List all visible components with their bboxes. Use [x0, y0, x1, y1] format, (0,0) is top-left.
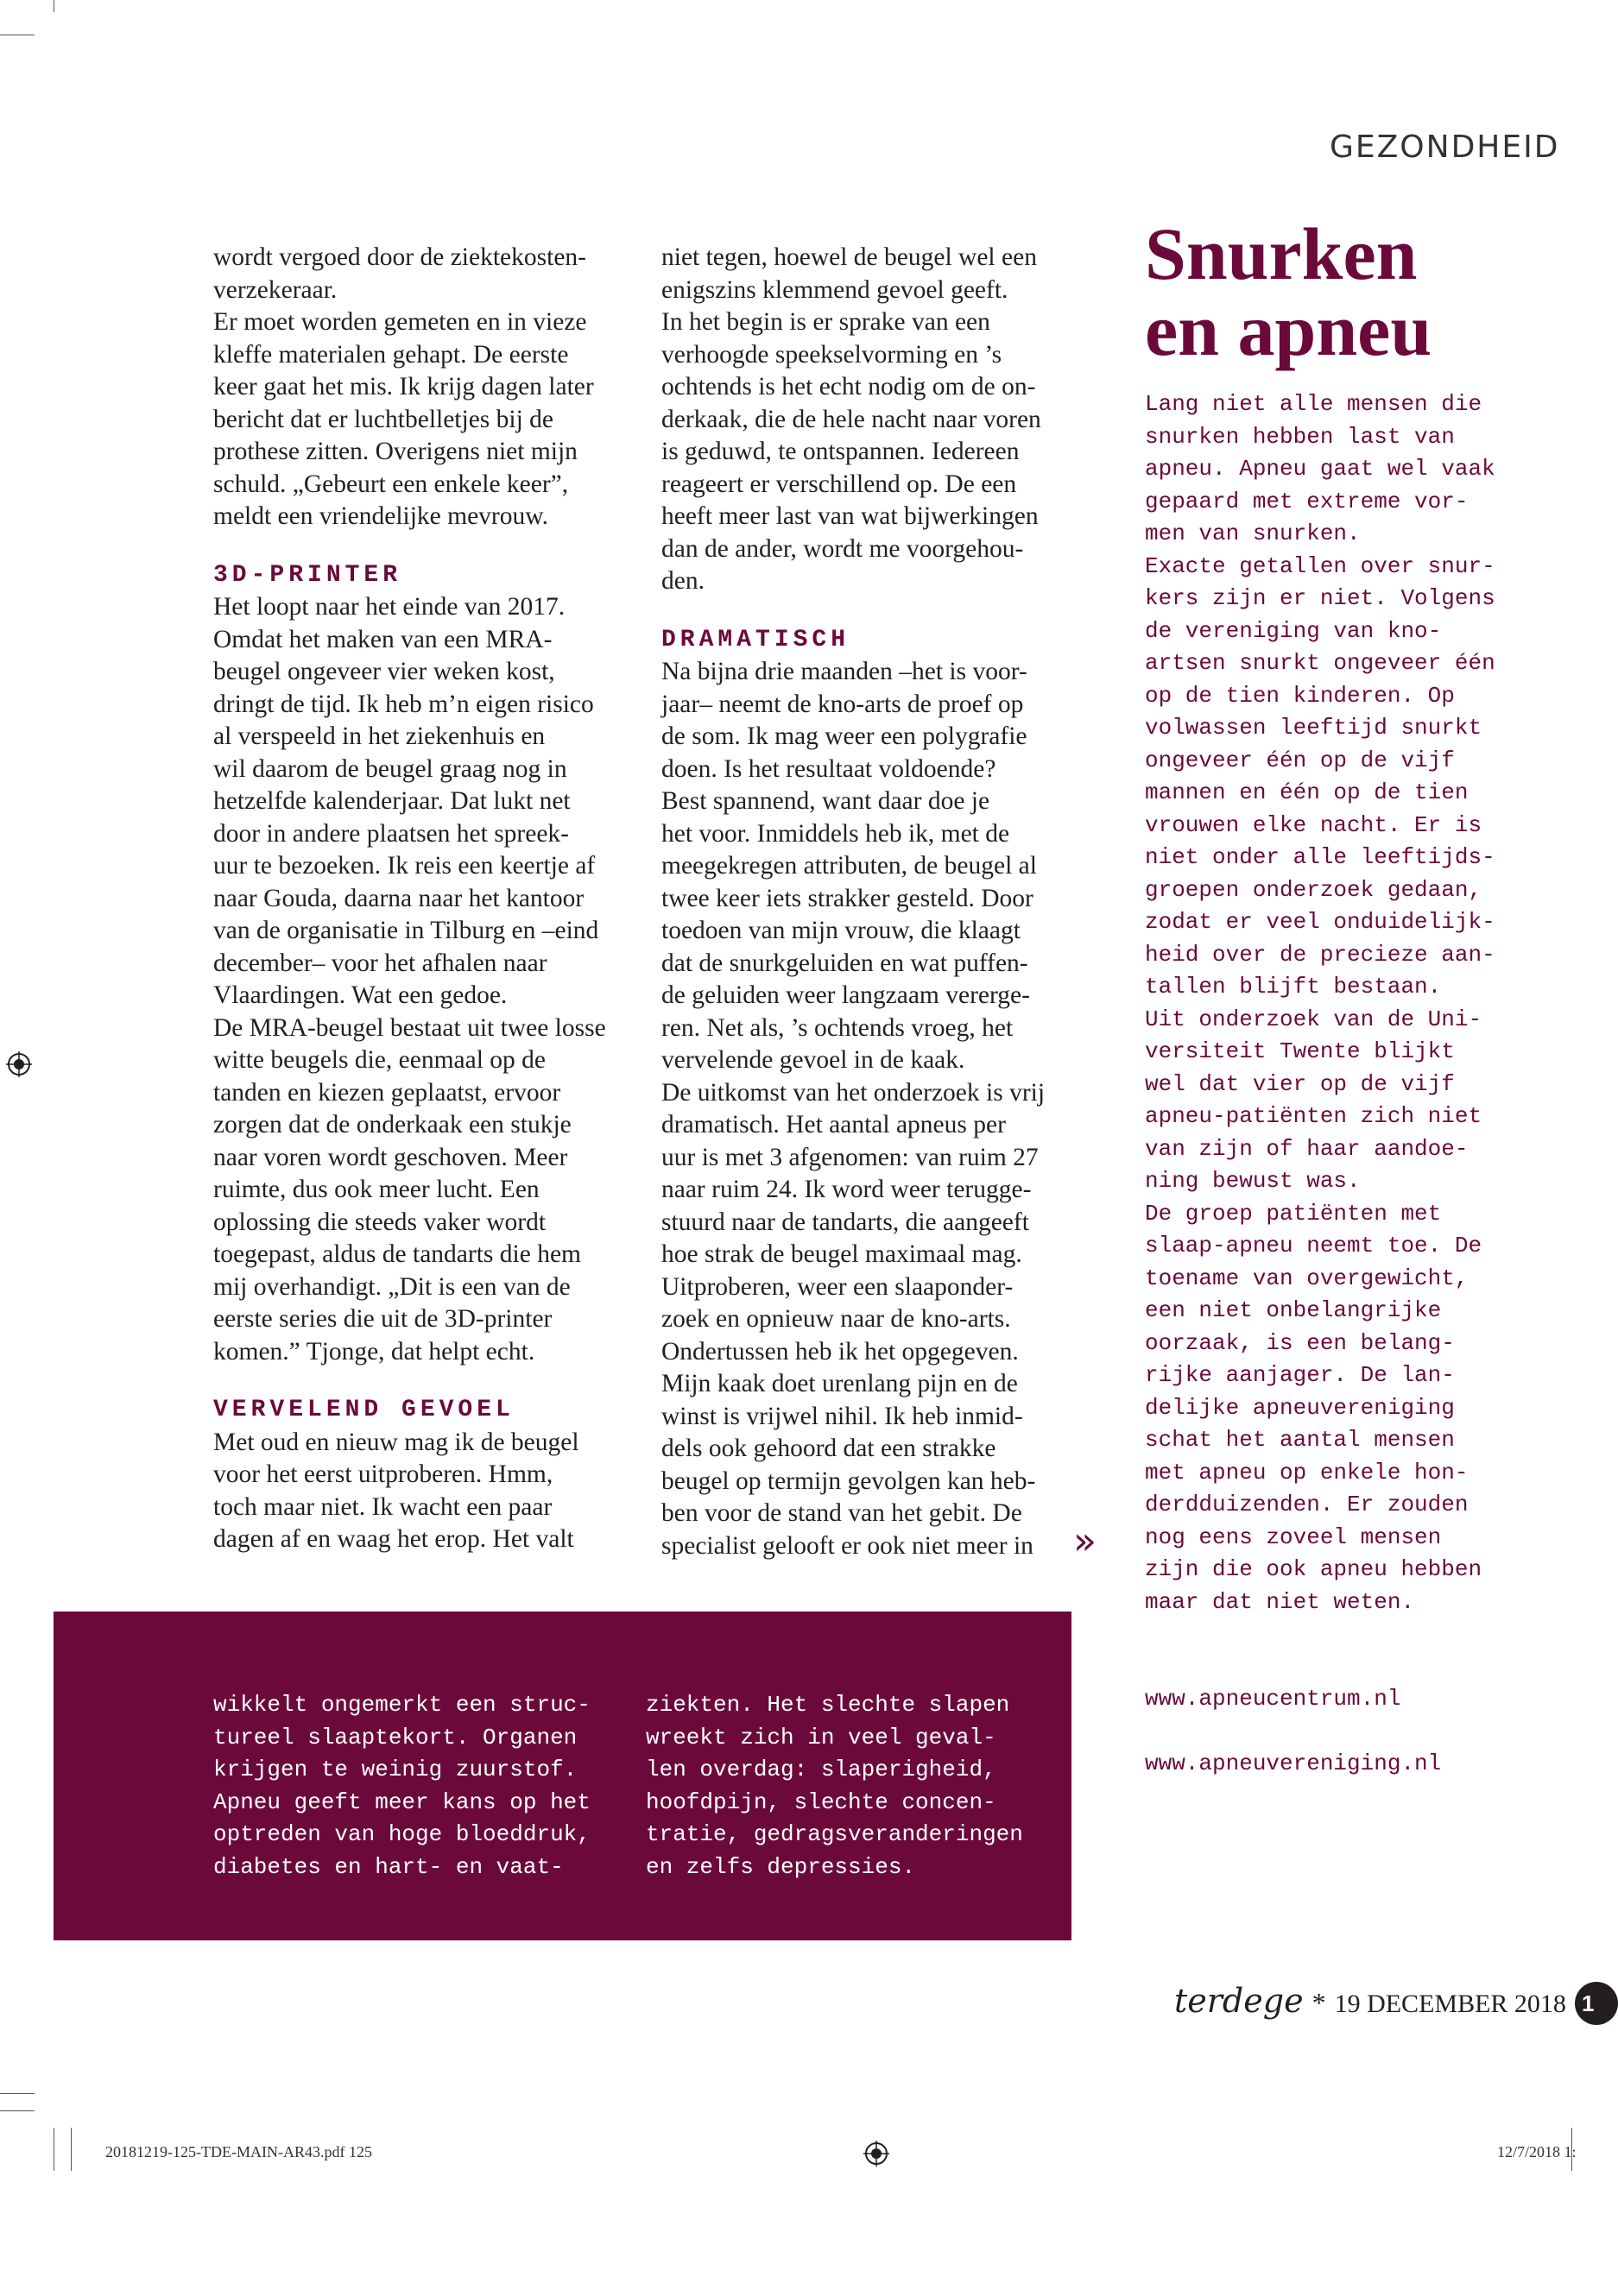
crop-mark — [0, 2093, 35, 2094]
crop-mark — [0, 2110, 35, 2111]
link-apneuvereniging[interactable]: www.apneuvereniging.nl — [1145, 1750, 1442, 1776]
issue-date: 19 DECEMBER 2018 — [1334, 1990, 1566, 2018]
crop-mark — [71, 2128, 72, 2171]
brand-logo: terdege — [1174, 1982, 1304, 2020]
print-slug-file: 20181219-125-TDE-MAIN-AR43.pdf 125 — [105, 2143, 372, 2160]
registration-mark-icon — [6, 1051, 32, 1077]
registration-mark-icon — [863, 2141, 889, 2167]
sidebar — [1145, 212, 1525, 1813]
subheading: DRAMATISCH — [661, 626, 850, 653]
box-column-1: wikkelt ongemerkt een struc- tureel slaaptekort. Organen krijgen te weinig zuurstof. Apneu geeft meer kans op het optreden van hoge bloeddruk, diabetes en hart- en vaat- — [213, 1692, 591, 1880]
sidebar-links — [1145, 1650, 1525, 1813]
continue-arrow-icon: » — [1073, 1519, 1097, 1563]
paragraph: niet tegen, hoewel de beugel wel een enigszins klemmend gevoel geeft. In het begin is er sprake van een verhoogde speekselvorming en ’s ochtends is het echt nodig om de on- derkaak, die de hele nacht naar voren is geduwd, te ontspannen. Iedereen reageert er verschillend op. De een heeft meer last van wat bijwerkingen dan de ander, wordt me voorgehou- den. — [661, 243, 1041, 595]
paragraph: Het loopt naar het einde van 2017. Omdat het maken van een MRA- beugel ongeveer vier weken kost, dringt de tijd. Ik heb m’n eigen risico al verspeeld in het ziekenhuis en wil daarom de beugel graag nog in hetzelfde kalenderjaar. Dat lukt net door in andere plaatsen het spreek- uur te bezoeken. Ik reis een keertje af naar Gouda, daarna naar het kantoor van de organisatie in Tilburg en –eind december– voor het afhalen naar Vlaardingen. Wat een gedoe. De MRA-beugel bestaat uit twee losse witte beugels die, eenmaal op de tanden en kiezen geplaatst, ervoor zorgen dat de onderkaak een stukje naar voren wordt geschoven. Meer ruimte, dus ook meer lucht. Een oplossing die steeds vaker wordt toegepast, aldus de tandarts die hem mij overhandigt. „Dit is een van de eerste series die uit de 3D-printer komen.” Tjonge, dat helpt echt. — [213, 593, 606, 1366]
print-slug-date: 12/7/2018 1: — [1497, 2143, 1577, 2160]
paragraph: Met oud en nieuw mag ik de beugel voor het eerst uitproberen. Hmm, toch maar niet. Ik wacht een paar dagen af en waag het erop. Het valt — [213, 1428, 579, 1553]
highlight-box — [54, 1612, 1071, 1940]
sidebar-text: Lang niet alle mensen die snurken hebben last van apneu. Apneu gaat wel vaak gepaard met extreme vor- men van snurken. Exacte getallen over snur- kers zijn er niet. Volgens de vereniging van kno- artsen snurkt ongeveer één op de tien kinderen. Op volwassen leeftijd snurkt ongeveer één op de vijf mannen en één op de tien vrouwen elke nacht. Er is niet onder alle leeftijds- groepen onderzoek gedaan, zodat er veel onduidelijk- heid over de precieze aan- tallen blijft bestaan. Uit onderzoek van de Uni- versiteit Twente blijkt wel dat vier op de vijf apneu-patiënten zich niet van zijn of haar aandoe- ning bewust was. De groep patiënten met slaap-apneu neemt toe. De toename van overgewicht, een niet onbelangrijke oorzaak, is een belang- rijke aanjager. De lan- delijke apneuvereniging schat het aantal mensen met apneu op enkele hon- derdduizenden. Er zouden nog eens zoveel mensen zijn die ook apneu hebben maar dat niet weten. — [1145, 391, 1495, 1615]
paragraph: Na bijna drie maanden –het is voor- jaar– neemt de kno-arts de proef op de som. Ik mag weer een polygrafie doen. Is het resultaat voldoende? Best spannend, want daar doe je het voor. Inmiddels heb ik, met de meegekregen attributen, de beugel al twee keer iets strakker gesteld. Door toedoen van mijn vrouw, die klaagt dat de snurkgeluiden en wat puffen- de geluiden weer langzaam vererge- ren. Net als, ’s ochtends vroeg, het vervelende gevoel in de kaak. De uitkomst van het onderzoek is vrij dramatisch. Het aantal apneus per uur is met 3 afgenomen: van ruim 27 naar ruim 24. Ik word weer terugge- stuurd naar de tandarts, die aangeeft hoe strak de beugel maximaal mag. Uitproberen, weer een slaaponder- zoek en opnieuw naar de kno-arts. Ondertussen heb ik het opgegeven. Mijn kaak doet urenlang pijn en de winst is vrijwel nihil. Ik heb inmid- dels ook gehoord dat een strakke beugel op termijn gevolgen kan heb- ben voor de stand van het gebit. De specialist gelooft er ook niet meer in — [661, 658, 1046, 1560]
paragraph: wordt vergoed door de ziektekosten- verzekeraar. Er moet worden gemeten en in vieze kleffe materialen gehapt. De eerste keer gaat het mis. Ik krijg dagen later bericht dat er luchtbelletjes bij de prothese zitten. Overigens niet mijn schuld. „Gebeurt een enkele keer”, meldt een vriendelijke mevrouw. — [213, 243, 594, 530]
link-apneucentrum[interactable]: www.apneucentrum.nl — [1145, 1685, 1401, 1712]
separator-star: * — [1311, 1987, 1326, 2018]
section-label: GEZONDHEID — [1330, 129, 1560, 165]
footer — [1174, 1982, 1566, 2020]
sidebar-title: Snurken en apneu — [1145, 212, 1432, 371]
box-column-2: ziekten. Het slechte slapen wreekt zich in veel geval- len overdag: slaperigheid, hoofdpijn, slechte concen- tratie, gedragsveranderingen en zelfs depressies. — [646, 1692, 1023, 1880]
page-number-badge: 1 — [1575, 1982, 1618, 2025]
subheading: VERVELEND GEVOEL — [213, 1397, 515, 1423]
subheading: 3D-PRINTER — [213, 561, 402, 589]
article-column-1 — [213, 242, 645, 1556]
article-column-2 — [661, 242, 1093, 1562]
